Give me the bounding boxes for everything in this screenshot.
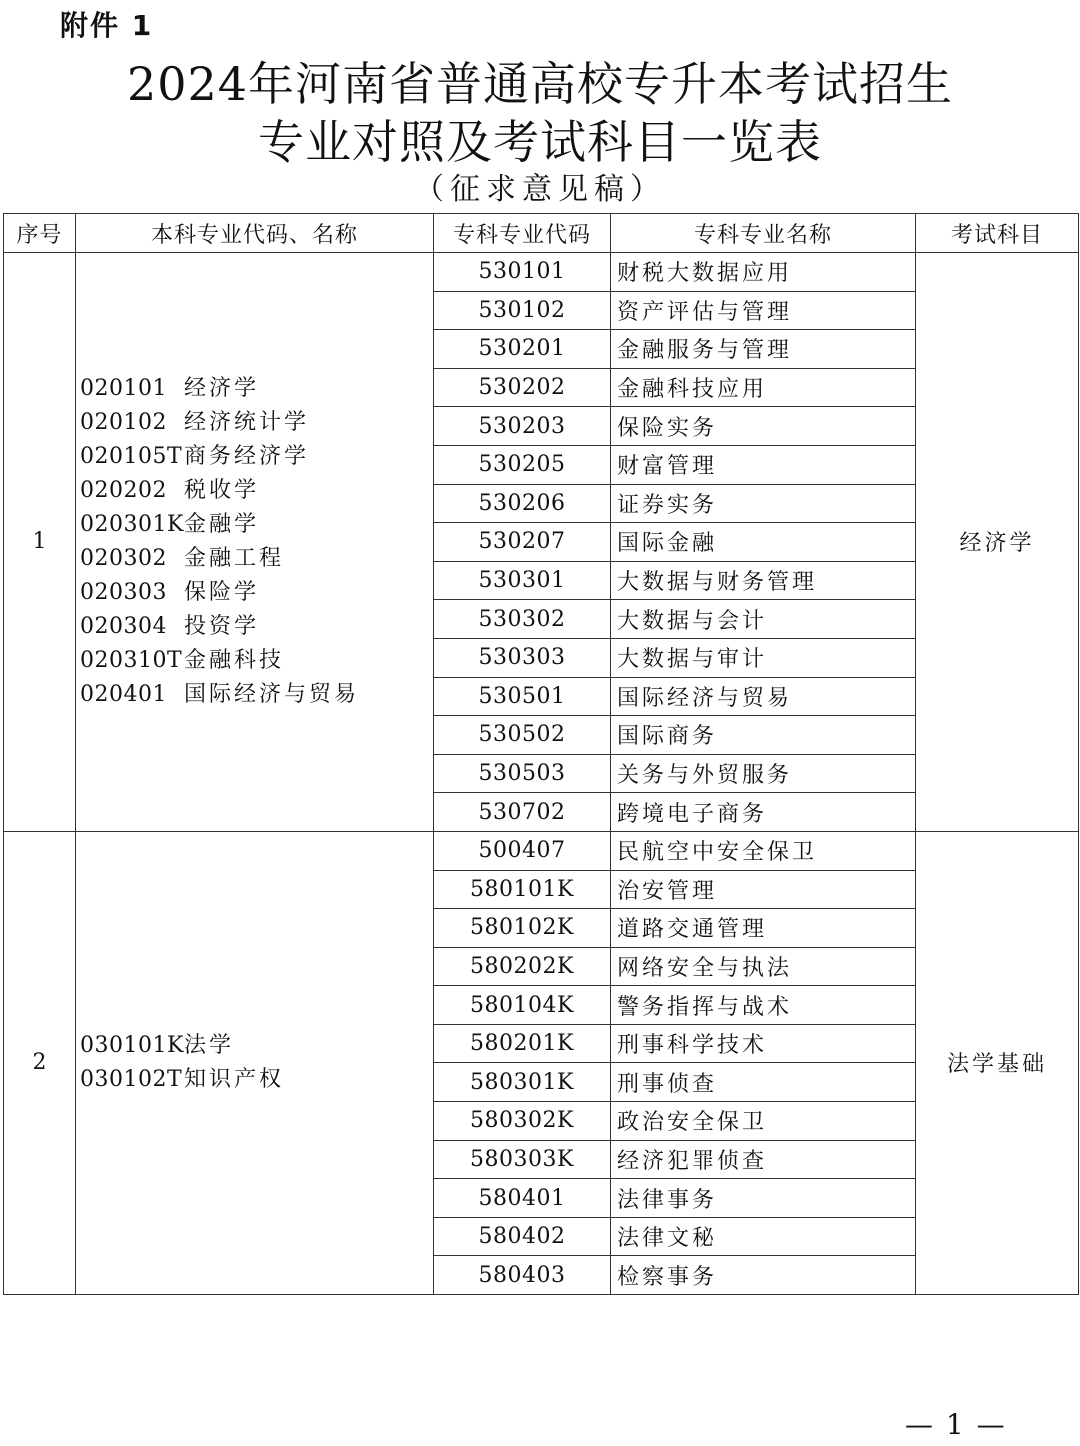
bachelor-major-name: 保险学 bbox=[184, 579, 260, 605]
table-header-row bbox=[4, 214, 1079, 253]
associate-major-code: 580303K bbox=[434, 1140, 611, 1179]
associate-major-name: 民航空中安全保卫 bbox=[611, 831, 916, 870]
bachelor-major-name: 金融科技 bbox=[184, 647, 285, 673]
associate-major-code: 530202 bbox=[434, 368, 611, 407]
associate-major-code: 530101 bbox=[434, 253, 611, 292]
bachelor-major-item bbox=[80, 440, 433, 474]
associate-major-code: 530303 bbox=[434, 638, 611, 677]
associate-major-code: 500407 bbox=[434, 831, 611, 870]
associate-major-name: 警务指挥与战术 bbox=[611, 986, 916, 1025]
associate-major-code: 530205 bbox=[434, 445, 611, 484]
associate-major-code: 530702 bbox=[434, 793, 611, 832]
bachelor-major-item bbox=[80, 678, 433, 712]
bachelor-major-list bbox=[76, 831, 434, 1294]
table-body bbox=[4, 253, 1079, 1295]
associate-major-name: 检察事务 bbox=[611, 1256, 916, 1295]
associate-major-code: 580104K bbox=[434, 986, 611, 1025]
bachelor-major-code: 020101 bbox=[80, 375, 167, 401]
bachelor-major-code: 030102T bbox=[80, 1066, 183, 1092]
associate-major-code: 580402 bbox=[434, 1217, 611, 1256]
exam-subject: 经济学 bbox=[916, 253, 1079, 832]
header-exam-subject: 考试科目 bbox=[916, 214, 1079, 253]
associate-major-name: 大数据与财务管理 bbox=[611, 561, 916, 600]
bachelor-major-name: 金融学 bbox=[184, 511, 260, 537]
bachelor-major-code: 020202 bbox=[80, 477, 167, 503]
bachelor-major-code: 020303 bbox=[80, 579, 167, 605]
bachelor-major-item bbox=[80, 1063, 433, 1097]
associate-major-name: 跨境电子商务 bbox=[611, 793, 916, 832]
bachelor-major-name: 国际经济与贸易 bbox=[184, 681, 360, 707]
associate-major-name: 关务与外贸服务 bbox=[611, 754, 916, 793]
bachelor-major-item bbox=[80, 542, 433, 576]
associate-major-code: 580302K bbox=[434, 1102, 611, 1141]
associate-major-code: 530503 bbox=[434, 754, 611, 793]
associate-major-name: 资产评估与管理 bbox=[611, 291, 916, 330]
associate-major-name: 网络安全与执法 bbox=[611, 947, 916, 986]
exam-subject: 法学基础 bbox=[916, 831, 1079, 1294]
associate-major-name: 金融科技应用 bbox=[611, 368, 916, 407]
bachelor-major-name: 金融工程 bbox=[184, 545, 285, 571]
bachelor-major-name: 经济学 bbox=[184, 375, 260, 401]
associate-major-name: 大数据与会计 bbox=[611, 600, 916, 639]
associate-major-name: 保险实务 bbox=[611, 407, 916, 446]
bachelor-major-code: 020401 bbox=[80, 681, 167, 707]
associate-major-code: 580401 bbox=[434, 1179, 611, 1218]
associate-major-code: 580403 bbox=[434, 1256, 611, 1295]
bachelor-major-code: 020310T bbox=[80, 647, 183, 673]
associate-major-code: 530207 bbox=[434, 523, 611, 562]
bachelor-major-name: 税收学 bbox=[184, 477, 260, 503]
associate-major-code: 530501 bbox=[434, 677, 611, 716]
major-mapping-table bbox=[3, 213, 1079, 1295]
group-seq: 1 bbox=[4, 253, 76, 832]
bachelor-major-name: 经济统计学 bbox=[184, 409, 310, 435]
associate-major-code: 580202K bbox=[434, 947, 611, 986]
bachelor-major-item bbox=[80, 576, 433, 610]
bachelor-major-name: 投资学 bbox=[184, 613, 260, 639]
associate-major-name: 经济犯罪侦查 bbox=[611, 1140, 916, 1179]
associate-major-name: 政治安全保卫 bbox=[611, 1102, 916, 1141]
associate-major-code: 530201 bbox=[434, 330, 611, 369]
bachelor-major-code: 020304 bbox=[80, 613, 167, 639]
associate-major-name: 治安管理 bbox=[611, 870, 916, 909]
associate-major-code: 580301K bbox=[434, 1063, 611, 1102]
associate-major-name: 法律文秘 bbox=[611, 1217, 916, 1256]
associate-major-name: 道路交通管理 bbox=[611, 909, 916, 948]
associate-major-name: 国际经济与贸易 bbox=[611, 677, 916, 716]
bachelor-major-item bbox=[80, 644, 433, 678]
associate-major-name: 国际商务 bbox=[611, 716, 916, 755]
header-associate-name: 专科专业名称 bbox=[611, 214, 916, 253]
bachelor-major-name: 知识产权 bbox=[184, 1066, 285, 1092]
bachelor-major-item bbox=[80, 474, 433, 508]
bachelor-major-code: 020302 bbox=[80, 545, 167, 571]
table-row bbox=[4, 253, 1079, 292]
associate-major-name: 证券实务 bbox=[611, 484, 916, 523]
bachelor-major-code: 020105T bbox=[80, 443, 183, 469]
associate-major-code: 530301 bbox=[434, 561, 611, 600]
header-bachelor-major: 本科专业代码、名称 bbox=[76, 214, 434, 253]
bachelor-major-item bbox=[80, 610, 433, 644]
associate-major-code: 530102 bbox=[434, 291, 611, 330]
associate-major-name: 金融服务与管理 bbox=[611, 330, 916, 369]
associate-major-code: 580101K bbox=[434, 870, 611, 909]
bachelor-major-item bbox=[80, 508, 433, 542]
associate-major-name: 法律事务 bbox=[611, 1179, 916, 1218]
document-title-line-2: 专业对照及考试科目一览表 bbox=[258, 115, 822, 169]
associate-major-code: 580102K bbox=[434, 909, 611, 948]
header-seq: 序号 bbox=[4, 214, 76, 253]
associate-major-name: 刑事侦查 bbox=[611, 1063, 916, 1102]
associate-major-name: 财税大数据应用 bbox=[611, 253, 916, 292]
bachelor-major-list bbox=[76, 253, 434, 832]
associate-major-name: 大数据与审计 bbox=[611, 638, 916, 677]
associate-major-code: 530203 bbox=[434, 407, 611, 446]
bachelor-major-code: 030101K bbox=[80, 1032, 184, 1058]
bachelor-major-name: 商务经济学 bbox=[184, 443, 310, 469]
associate-major-code: 530206 bbox=[434, 484, 611, 523]
bachelor-major-item bbox=[80, 1029, 433, 1063]
document-subtitle: （征求意见稿） bbox=[414, 172, 666, 207]
bachelor-major-code: 020102 bbox=[80, 409, 167, 435]
attachment-label: 附件 1 bbox=[60, 9, 154, 42]
document-title-line-1: 2024年河南省普通高校专升本考试招生 bbox=[126, 57, 954, 111]
associate-major-code: 530302 bbox=[434, 600, 611, 639]
associate-major-name: 国际金融 bbox=[611, 523, 916, 562]
header-associate-code: 专科专业代码 bbox=[434, 214, 611, 253]
page-number: — 1 — bbox=[905, 1408, 1007, 1441]
bachelor-major-code: 020301K bbox=[80, 511, 184, 537]
associate-major-code: 580201K bbox=[434, 1024, 611, 1063]
bachelor-major-name: 法学 bbox=[184, 1032, 235, 1058]
associate-major-code: 530502 bbox=[434, 716, 611, 755]
bachelor-major-item bbox=[80, 406, 433, 440]
associate-major-name: 财富管理 bbox=[611, 445, 916, 484]
associate-major-name: 刑事科学技术 bbox=[611, 1024, 916, 1063]
group-seq: 2 bbox=[4, 831, 76, 1294]
table-row bbox=[4, 831, 1079, 870]
bachelor-major-item bbox=[80, 372, 433, 406]
